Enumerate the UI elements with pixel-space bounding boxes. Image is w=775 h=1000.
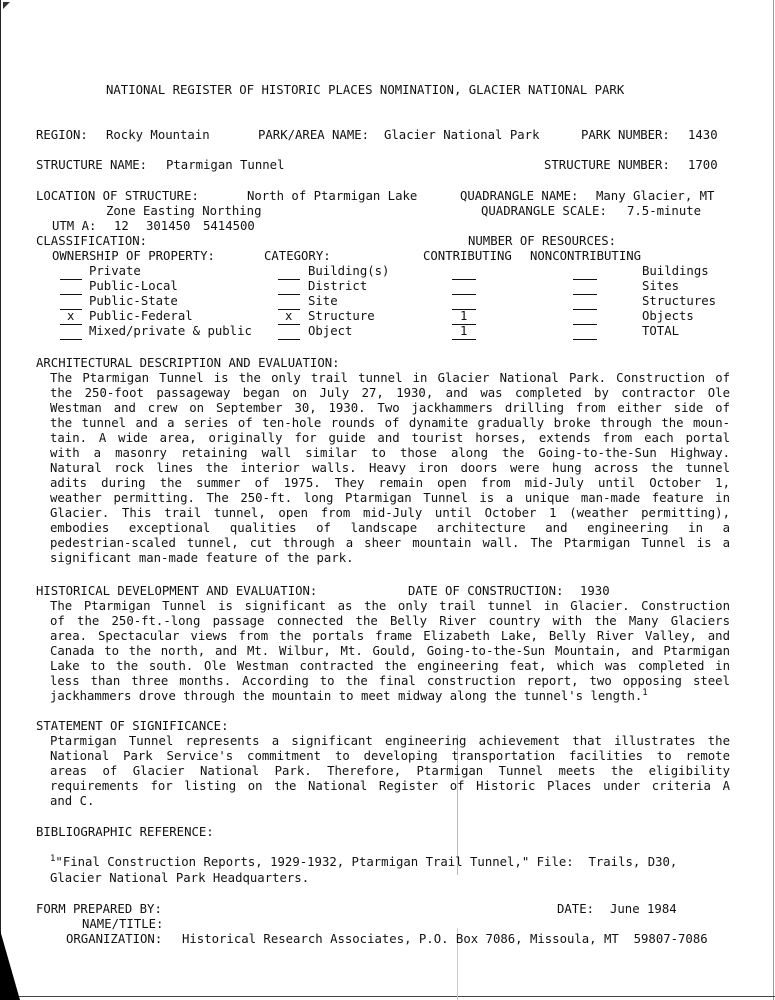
corner-mark: [3, 2, 10, 9]
paragraph-line: weather permitting. The 250-ft. long Ptarmigan Tunnel is a unique man-made feature in: [50, 491, 730, 505]
ownership-option: Public-State: [89, 294, 178, 308]
organization-value: Historical Research Associates, P.O. Box 7086, Missoula, MT 59807-7086: [182, 932, 708, 946]
paragraph-line: Ptarmigan Tunnel represents a significant engineering achievement that illustrates the: [50, 734, 730, 748]
structure-number-label: STRUCTURE NUMBER:: [544, 158, 670, 172]
historical-heading: HISTORICAL DEVELOPMENT AND EVALUATION:: [36, 584, 318, 598]
resource-type: Sites: [642, 279, 680, 293]
paragraph-line: less than three months. According to the final construction report, two opposing steel: [50, 674, 730, 688]
category-option: Site: [308, 294, 338, 308]
ownership-option: Private: [89, 264, 141, 278]
paragraph-line: The Ptarmigan Tunnel is significant as the only trail tunnel in Glacier. Construction: [50, 599, 730, 613]
quadrangle-scale-value: 7.5-minute: [627, 204, 702, 218]
classification-label: CLASSIFICATION:: [36, 234, 148, 248]
paragraph-line: Lake to the south. Ole Westman contracted the engineering feat, which was completed in: [50, 659, 730, 673]
architectural-body: [50, 371, 730, 566]
structure-name-value: Ptarmigan Tunnel: [166, 158, 285, 172]
paragraph-line: and C.: [50, 794, 95, 808]
bibliography-entry-continued: Glacier National Park Headquarters.: [50, 871, 310, 885]
paragraph-line: pedestrian-scaled tunnel, cut through a sheer mountain wall. The Ptarmigan Tunnel is a: [50, 536, 730, 550]
category-option: District: [308, 279, 368, 293]
paragraph-line: of the 250-ft.-long passage connected the Belly River country with the Many Glaciers: [50, 614, 730, 628]
category-checkmark: x: [285, 309, 293, 323]
region-label: REGION:: [36, 128, 88, 142]
paragraph-line: Canada to the north, and Mt. Wilbur, Mt. Gould, Going-to-the-Sun Mountain, and Ptarmigan: [50, 644, 730, 658]
paragraph-line: Glacier. This trail tunnel, open from mid-July until October 1 (weather permitting),: [50, 506, 730, 520]
utm-northing: 5414500: [203, 219, 255, 233]
utm-header: Zone Easting Northing: [106, 204, 262, 218]
resource-contributing-count: 1: [460, 309, 468, 323]
name-title-label: NAME/TITLE:: [82, 917, 164, 931]
location-label: LOCATION OF STRUCTURE:: [36, 189, 199, 203]
page-border-right: [773, 0, 774, 1000]
park-area-label: PARK/AREA NAME:: [258, 128, 370, 142]
ownership-option: Mixed/private & public: [89, 324, 252, 338]
resource-contributing-count: 1: [460, 324, 468, 338]
paragraph-line: significant man-made feature of the park.: [50, 551, 354, 565]
paragraph-line: jackhammers drove through the mountain to meet midway along the tunnel's length.$^1$: [50, 687, 648, 703]
document-title: NATIONAL REGISTER OF HISTORIC PLACES NOMINATION, GLACIER NATIONAL PARK: [106, 83, 625, 97]
park-number-label: PARK NUMBER:: [581, 128, 670, 142]
date-of-construction-label: DATE OF CONSTRUCTION:: [408, 584, 564, 598]
quadrangle-name-label: QUADRANGLE NAME:: [460, 189, 579, 203]
structure-name-label: STRUCTURE NAME:: [36, 158, 148, 172]
paragraph-line: the 250-foot passageway began on July 27, 1930, and was completed by contractor Ole: [50, 386, 730, 400]
category-label: CATEGORY:: [264, 249, 331, 263]
ownership-checkmark: x: [67, 309, 75, 323]
region-value: Rocky Mountain: [106, 128, 210, 142]
utm-zone: 12: [114, 219, 129, 233]
paragraph-line: area. Spectacular views from the portals frame Elizabeth Lake, Belly River Valley, and: [50, 629, 730, 643]
significance-heading: STATEMENT OF SIGNIFICANCE:: [36, 719, 229, 733]
noncontributing-label: NONCONTRIBUTING: [530, 249, 642, 263]
paragraph-line: requirements for listing on the National Register of Historic Places under criteria A: [50, 779, 730, 793]
paragraph-line: adits during the summer of 1975. They remain open from mid-July until October 1,: [50, 476, 730, 490]
resource-type: Structures: [642, 294, 717, 308]
paragraph-line: tain. A wide area, originally for guide and tourist horses, extends from each portal: [50, 431, 730, 445]
historical-body: [50, 599, 730, 704]
paragraph-line: The Ptarmigan Tunnel is the only trail tunnel in Glacier National Park. Construction of: [50, 371, 730, 385]
category-option: Structure: [308, 309, 375, 323]
footnote-marker: 1: [642, 687, 648, 698]
significance-body: [50, 734, 730, 809]
category-option: Building(s): [308, 264, 390, 278]
date-of-construction-value: 1930: [580, 584, 610, 598]
park-area-value: Glacier National Park: [384, 128, 540, 142]
bibliography-heading: BIBLIOGRAPHIC REFERENCE:: [36, 825, 214, 839]
resource-type: Objects: [642, 309, 694, 323]
resource-type: Buildings: [642, 264, 709, 278]
resources-label: NUMBER OF RESOURCES:: [468, 234, 617, 248]
form-date-value: June 1984: [610, 902, 677, 916]
paragraph-line: with a masonry retaining wall similar to those along the Going-to-the-Sun Highway.: [50, 446, 730, 460]
ownership-label: OWNERSHIP OF PROPERTY:: [52, 249, 215, 263]
architectural-heading: ARCHITECTURAL DESCRIPTION AND EVALUATION:: [36, 356, 340, 370]
paragraph-line: Westman and crew on September 30, 1930. Two jackhammers drilling from either side of: [50, 401, 730, 415]
paragraph-line: National Park Service's commitment to developing transportation facilities to remote: [50, 749, 730, 763]
quadrangle-scale-label: QUADRANGLE SCALE:: [481, 204, 607, 218]
location-value: North of Ptarmigan Lake: [247, 189, 418, 203]
resource-type: TOTAL: [642, 324, 680, 338]
footnote-marker: 1: [50, 853, 56, 864]
page-border-bottom: [0, 996, 775, 997]
utm-easting: 301450: [146, 219, 191, 233]
paragraph-line: areas of Glacier National Park. Therefore, Ptarmigan Tunnel meets the eligibility: [50, 764, 730, 778]
utm-label: UTM A:: [52, 219, 97, 233]
form-prepared-label: FORM PREPARED BY:: [36, 902, 162, 916]
category-option: Object: [308, 324, 353, 338]
form-date-label: DATE:: [557, 902, 595, 916]
organization-label: ORGANIZATION:: [66, 932, 163, 946]
bibliography-entry: $^1$"Final Construction Reports, 1929-1932, Ptarmigan Trail Tunnel," File: Trails, D30,: [50, 853, 678, 869]
contributing-label: CONTRIBUTING: [423, 249, 512, 263]
paragraph-line: Natural rock lines the interior walls. Heavy iron doors were hung across the tunnel: [50, 461, 730, 475]
quadrangle-name-value: Many Glacier, MT: [596, 189, 715, 203]
structure-number-value: 1700: [688, 158, 718, 172]
ownership-option: Public-Federal: [89, 309, 193, 323]
page-border-left: [0, 0, 1, 1000]
park-number-value: 1430: [688, 128, 718, 142]
scan-edge-mark: [0, 930, 20, 1000]
paragraph-line: the tunnel and a series of ten-hole rounds of dynamite gradually broke through the moun-: [50, 416, 730, 430]
ownership-option: Public-Local: [89, 279, 178, 293]
paragraph-line: embodies exceptional qualities of landscape architecture and engineering in a: [50, 521, 730, 535]
